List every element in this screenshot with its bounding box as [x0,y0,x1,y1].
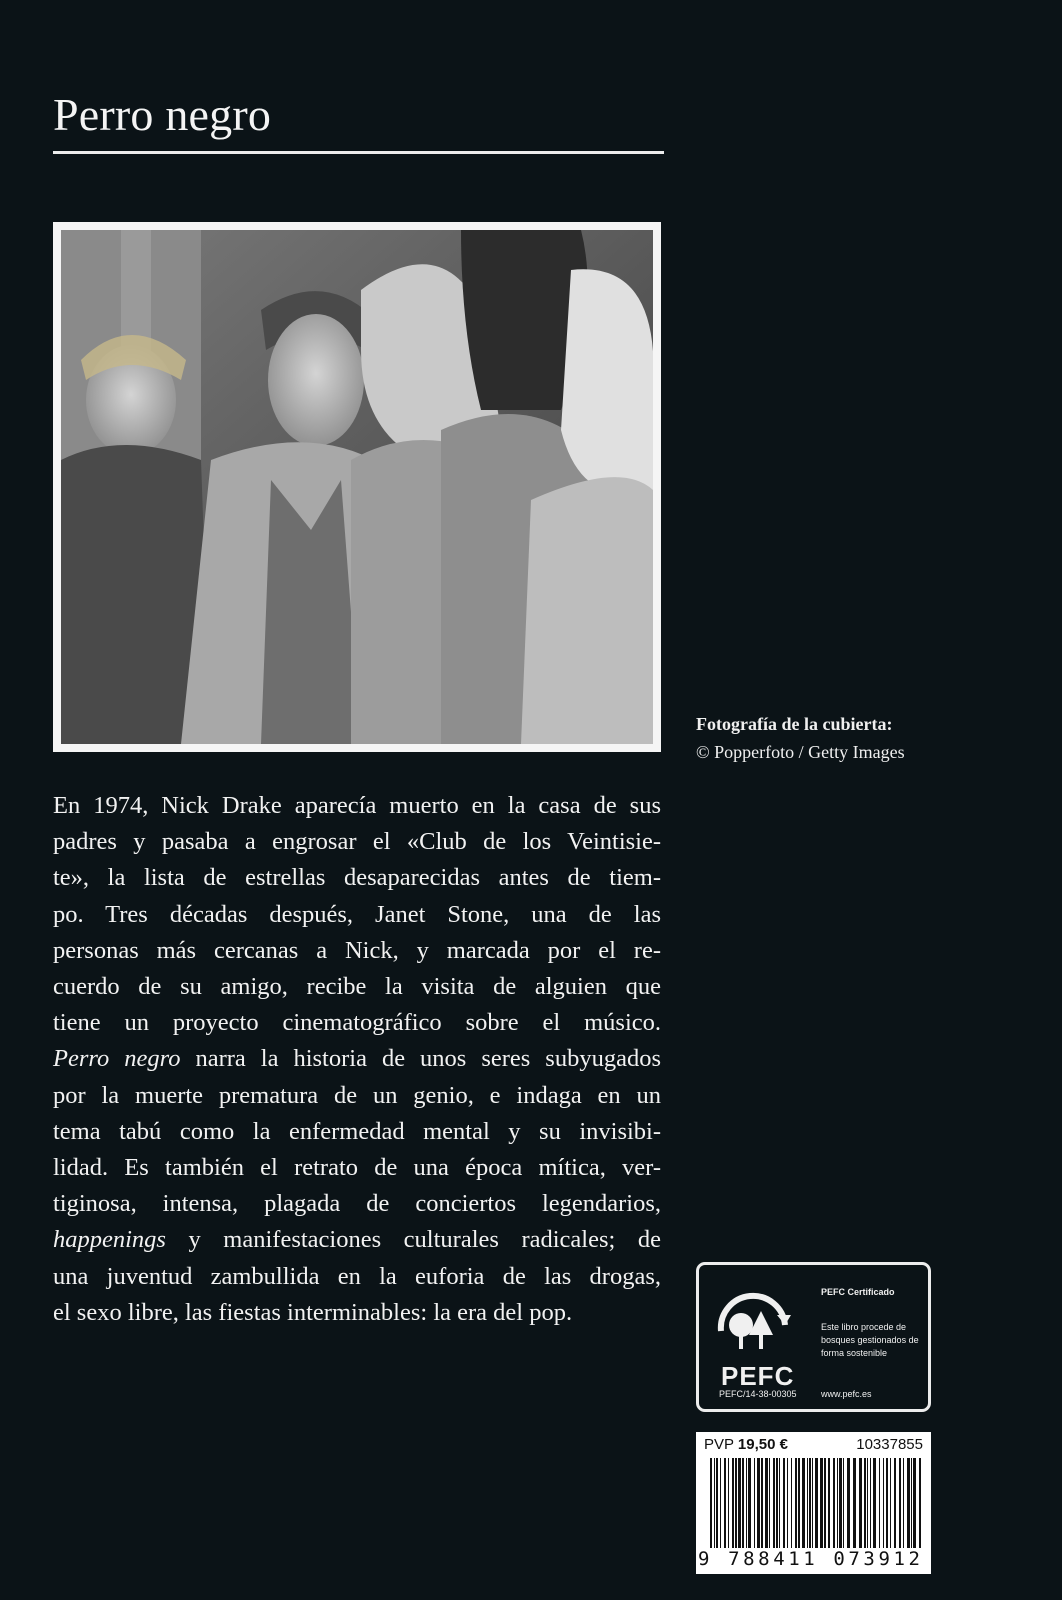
product-reference: 10337855 [856,1436,923,1453]
barcode-bar [776,1458,778,1548]
blurb [53,788,661,1331]
pefc-certified: PEFC Certificado [821,1287,895,1297]
blurb-line: En 1974, Nick Drake aparecía muerto en la casa de sus [53,792,661,819]
barcode-bar [903,1458,904,1548]
pvp-label: PVP [704,1436,734,1453]
blurb-line: lidad. Es también el retrato de una época mítica, ver- [53,1154,661,1182]
barcode-bar [742,1458,744,1548]
barcode-bar [761,1458,763,1548]
barcode-bar [802,1458,805,1548]
photo-credit-text: © Popperfoto / Getty Images [696,742,905,762]
photo-credit [696,710,905,766]
barcode-bar [824,1458,826,1548]
blurb-line [53,1041,661,1077]
barcode-bar [870,1458,871,1548]
barcode-bar [754,1458,755,1548]
pefc-certification-box [696,1262,931,1412]
pefc-url: www.pefc.es [821,1389,872,1399]
barcode-bar [783,1458,785,1548]
barcode-bar [757,1458,760,1548]
barcode-bar [746,1458,747,1548]
blurb-line: po. Tres décadas después, Janet Stone, una de las [53,900,661,928]
barcode-bar [773,1458,775,1548]
barcode-bar [886,1458,888,1548]
barcode-bar [807,1458,808,1548]
barcode-bar [883,1458,884,1548]
barcode-bar [795,1458,797,1548]
barcode-bar [710,1458,712,1548]
barcode-bar [864,1458,866,1548]
barcode-bar [732,1458,734,1548]
blurb-line: tiginosa, intensa, plagada de conciertos legendarios, [53,1190,661,1218]
cover-photo [61,230,653,744]
isbn-digits: 9 788411 073912 [698,1548,924,1570]
barcode-bars [710,1458,924,1548]
barcode-bar [809,1458,811,1548]
barcode-bar [919,1458,921,1548]
blurb-line-rest: y manifestaciones culturales radicales; de [165,1226,661,1254]
barcode-bar [913,1458,916,1548]
blurb-line: cuerdo de su amigo, recibe la visita de alguien que [53,973,661,1001]
barcode-bar [748,1458,751,1548]
barcode-bar [894,1458,896,1548]
blurb-line [53,1222,661,1258]
book-title: Perro negro [53,89,272,140]
barcode-bar [765,1458,768,1548]
pefc-description: Este libro procede de bosques gestionados de forma sostenible [821,1322,919,1358]
pefc-code: PEFC/14-38-00305 [719,1389,797,1399]
barcode-bar [828,1458,830,1548]
blurb-line: personas más cercanas a Nick, y marcada por el re- [53,936,661,964]
barcode-bar [837,1458,838,1548]
barcode-bar [815,1458,818,1548]
pefc-name: PEFC [721,1361,795,1391]
barcode-bar [907,1458,910,1548]
blurb-line: te», la lista de estrellas desaparecidas antes de tiem- [53,864,661,892]
blurb-line: una juventud zambullida en la euforia de las drogas, [53,1262,661,1290]
barcode-bar [833,1458,835,1548]
barcode-bar [859,1458,862,1548]
barcode-bar [728,1458,729,1548]
barcode-bar [853,1458,856,1548]
barcode-bar [873,1458,876,1548]
barcode-bar [890,1458,891,1548]
blurb-italic-title: Perro negro [53,1045,181,1073]
barcode-bar [787,1458,788,1548]
blurb-line: tiene un proyecto cinematográfico sobre el músico. [53,1009,661,1037]
barcode-bar [812,1458,813,1548]
barcode-bar [714,1458,715,1548]
barcode-bar [867,1458,868,1548]
pefc-tree-logo-icon [713,1285,793,1365]
barcode-bar [911,1458,912,1548]
blurb-line: tema tabú como la enfermedad mental y su invisibi- [53,1117,661,1145]
barcode-bar [899,1458,901,1548]
barcode-bar [720,1458,721,1548]
blurb-italic-word: happenings [53,1226,166,1254]
blurb-line: el sexo libre, las fiestas interminables: la era del pop. [53,1298,573,1326]
barcode-bar [769,1458,770,1548]
photo-credit-label: Fotografía de la cubierta: [696,714,893,734]
barcode-header [704,1436,923,1453]
barcode-bar [847,1458,850,1548]
barcode-box [696,1432,931,1574]
barcode-bar [716,1458,718,1548]
barcode-bar [820,1458,823,1548]
barcode-bar [724,1458,726,1548]
barcode-bar [779,1458,780,1548]
title-underline [53,151,664,154]
barcode-bar [843,1458,844,1548]
price-line [704,1436,788,1453]
blurb-line: padres y pasaba a engrosar el «Club de los Veintisie- [53,828,661,856]
blurb-line-rest: narra la historia de unos seres subyugados [180,1045,661,1073]
barcode-bar [798,1458,800,1548]
barcode-bar [879,1458,880,1548]
barcode-bar [839,1458,842,1548]
blurb-line: por la muerte prematura de un genio, e indaga en un [53,1081,661,1109]
barcode-bar [791,1458,792,1548]
cover-photo-frame [53,222,661,752]
barcode-bar [735,1458,737,1548]
price: 19,50 € [737,1436,788,1453]
barcode-bar [738,1458,741,1548]
